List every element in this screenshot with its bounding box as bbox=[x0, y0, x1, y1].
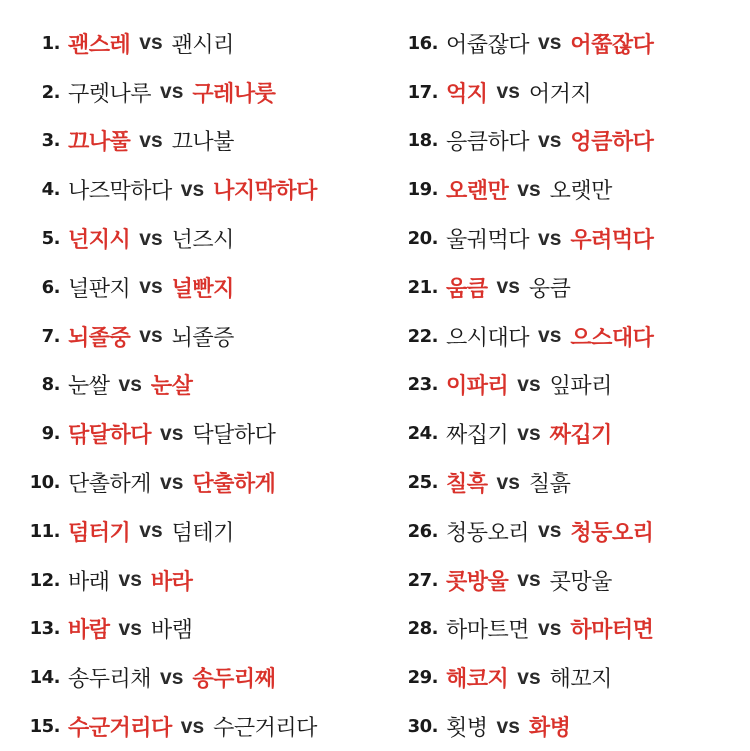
option-b: 하마터면 bbox=[570, 618, 654, 644]
vs-separator: vs bbox=[538, 324, 562, 348]
entry-number: 1. bbox=[41, 32, 60, 54]
vs-separator: vs bbox=[139, 128, 163, 152]
option-a: 닦달하다 bbox=[68, 423, 152, 449]
option-a: 나즈막하다 bbox=[68, 179, 172, 205]
entry-number: 9. bbox=[41, 423, 60, 445]
option-b: 수근거리다 bbox=[213, 716, 317, 742]
entry-9 bbox=[27, 409, 372, 458]
option-a: 뇌졸중 bbox=[68, 325, 131, 351]
option-b: 뇌졸증 bbox=[171, 325, 234, 351]
entry-number: 6. bbox=[41, 276, 60, 298]
entry-number: 28. bbox=[407, 618, 438, 640]
vs-separator: vs bbox=[160, 470, 184, 494]
option-a: 으시대다 bbox=[446, 325, 530, 351]
option-b: 으스대다 bbox=[570, 325, 654, 351]
vs-separator: vs bbox=[538, 616, 562, 640]
option-a: 눈쌀 bbox=[68, 374, 110, 400]
entry-number: 15. bbox=[29, 716, 60, 738]
vs-separator: vs bbox=[160, 665, 184, 689]
entry-12 bbox=[27, 556, 372, 605]
entry-number: 29. bbox=[407, 667, 438, 689]
vs-separator: vs bbox=[517, 372, 541, 396]
entry-28 bbox=[402, 605, 747, 654]
vs-separator: vs bbox=[118, 568, 142, 592]
option-a: 괜스레 bbox=[68, 32, 131, 58]
option-a: 응큼하다 bbox=[446, 130, 530, 156]
entry-number: 11. bbox=[29, 520, 60, 542]
option-a: 바래 bbox=[68, 569, 110, 595]
option-a: 덤터기 bbox=[68, 520, 131, 546]
option-a: 청동오리 bbox=[446, 520, 530, 546]
entry-19 bbox=[402, 165, 747, 214]
entry-number: 12. bbox=[29, 569, 60, 591]
entry-number: 16. bbox=[407, 32, 438, 54]
vs-separator: vs bbox=[180, 714, 205, 738]
entry-24 bbox=[402, 409, 747, 458]
entry-7 bbox=[27, 312, 372, 361]
entry-18 bbox=[402, 117, 747, 166]
entry-20 bbox=[402, 214, 747, 263]
vs-separator: vs bbox=[496, 80, 520, 104]
vs-separator: vs bbox=[118, 372, 142, 396]
entry-6 bbox=[27, 263, 372, 312]
entry-22 bbox=[402, 312, 747, 361]
entry-number: 19. bbox=[407, 179, 438, 201]
option-a: 억지 bbox=[446, 81, 488, 107]
entry-14 bbox=[27, 653, 372, 702]
option-b: 구레나룻 bbox=[192, 81, 276, 107]
entry-16 bbox=[402, 19, 747, 68]
entry-number: 2. bbox=[41, 81, 60, 103]
entry-4 bbox=[27, 165, 372, 214]
option-b: 웅큼 bbox=[528, 276, 571, 302]
entry-number: 18. bbox=[407, 130, 438, 152]
option-a: 이파리 bbox=[446, 374, 509, 400]
option-a: 하마트면 bbox=[446, 618, 530, 644]
option-a: 콧방울 bbox=[446, 569, 509, 595]
option-b: 화병 bbox=[528, 716, 571, 742]
option-a: 넌지시 bbox=[68, 228, 131, 254]
option-b: 청둥오리 bbox=[570, 520, 654, 546]
vs-separator: vs bbox=[118, 616, 142, 640]
entry-11 bbox=[27, 507, 372, 556]
option-a: 움큼 bbox=[446, 276, 488, 302]
vs-separator: vs bbox=[139, 31, 163, 55]
entry-27 bbox=[402, 556, 747, 605]
entry-number: 3. bbox=[41, 130, 60, 152]
entry-number: 27. bbox=[407, 569, 438, 591]
entry-number: 23. bbox=[407, 374, 438, 396]
option-b: 엉큼하다 bbox=[570, 130, 654, 156]
option-a: 횟병 bbox=[446, 716, 488, 742]
option-a: 송두리채 bbox=[68, 667, 152, 693]
option-b: 눈살 bbox=[150, 374, 193, 400]
option-a: 널판지 bbox=[68, 276, 131, 302]
entry-29 bbox=[402, 653, 747, 702]
entry-3 bbox=[27, 117, 372, 166]
entry-25 bbox=[402, 458, 747, 507]
option-b: 바램 bbox=[150, 618, 193, 644]
option-b: 짜깁기 bbox=[549, 423, 612, 449]
entry-8 bbox=[27, 361, 372, 410]
entry-2 bbox=[27, 68, 372, 117]
option-b: 끄나불 bbox=[171, 130, 234, 156]
option-b: 괜시리 bbox=[171, 32, 234, 58]
entry-5 bbox=[27, 214, 372, 263]
entry-number: 25. bbox=[407, 472, 438, 494]
option-b: 우려먹다 bbox=[570, 228, 654, 254]
option-a: 오랜만 bbox=[446, 179, 509, 205]
entry-number: 5. bbox=[41, 228, 60, 250]
option-a: 구렛나루 bbox=[68, 81, 152, 107]
entry-number: 10. bbox=[29, 472, 60, 494]
entry-10 bbox=[27, 458, 372, 507]
option-b: 바라 bbox=[150, 569, 193, 595]
option-b: 닥달하다 bbox=[192, 423, 276, 449]
vs-separator: vs bbox=[139, 324, 163, 348]
vs-separator: vs bbox=[538, 31, 562, 55]
vs-separator: vs bbox=[538, 519, 562, 543]
option-a: 어줍잖다 bbox=[446, 32, 530, 58]
entry-13 bbox=[27, 605, 372, 654]
entry-number: 20. bbox=[407, 228, 438, 250]
vs-separator: vs bbox=[517, 421, 541, 445]
entry-number: 14. bbox=[29, 667, 60, 689]
option-b: 칠흙 bbox=[528, 472, 571, 498]
option-a: 짜집기 bbox=[446, 423, 509, 449]
option-b: 해꼬지 bbox=[549, 667, 612, 693]
option-a: 끄나풀 bbox=[68, 130, 131, 156]
entry-number: 4. bbox=[41, 179, 60, 201]
entry-number: 17. bbox=[407, 81, 438, 103]
vs-separator: vs bbox=[517, 665, 541, 689]
option-b: 넌즈시 bbox=[171, 228, 234, 254]
entry-21 bbox=[402, 263, 747, 312]
option-a: 바람 bbox=[68, 618, 110, 644]
vs-separator: vs bbox=[517, 568, 541, 592]
option-a: 단촐하게 bbox=[68, 472, 152, 498]
vs-separator: vs bbox=[139, 275, 163, 299]
entry-number: 8. bbox=[41, 374, 60, 396]
entry-number: 26. bbox=[407, 520, 438, 542]
entry-number: 22. bbox=[407, 325, 438, 347]
vs-separator: vs bbox=[496, 275, 520, 299]
option-b: 어쭙잖다 bbox=[570, 32, 654, 58]
entry-30 bbox=[402, 702, 747, 751]
option-a: 울궈먹다 bbox=[446, 228, 530, 254]
entry-number: 21. bbox=[407, 276, 438, 298]
right-column-list bbox=[402, 19, 747, 751]
option-a: 수군거리다 bbox=[68, 716, 172, 742]
vs-separator: vs bbox=[538, 226, 562, 250]
option-a: 해코지 bbox=[446, 667, 509, 693]
vs-separator: vs bbox=[139, 519, 163, 543]
vs-separator: vs bbox=[517, 177, 541, 201]
option-a: 칠흑 bbox=[446, 472, 488, 498]
option-b: 어거지 bbox=[528, 81, 592, 107]
vs-separator: vs bbox=[496, 470, 520, 494]
vs-separator: vs bbox=[139, 226, 163, 250]
entry-23 bbox=[402, 361, 747, 410]
vs-separator: vs bbox=[180, 177, 205, 201]
vs-separator: vs bbox=[538, 128, 562, 152]
vs-separator: vs bbox=[160, 421, 184, 445]
option-b: 콧망울 bbox=[549, 569, 612, 595]
left-column-list bbox=[27, 19, 372, 751]
option-b: 잎파리 bbox=[549, 374, 612, 400]
entry-number: 24. bbox=[407, 423, 438, 445]
entry-26 bbox=[402, 507, 747, 556]
entry-number: 7. bbox=[41, 325, 60, 347]
entry-17 bbox=[402, 68, 747, 117]
entry-number: 13. bbox=[29, 618, 60, 640]
option-b: 단출하게 bbox=[192, 472, 276, 498]
vs-separator: vs bbox=[496, 714, 520, 738]
option-b: 나지막하다 bbox=[213, 179, 317, 205]
entry-15 bbox=[27, 702, 372, 751]
entry-1 bbox=[27, 19, 372, 68]
option-b: 덤테기 bbox=[171, 520, 234, 546]
option-b: 널빤지 bbox=[171, 276, 234, 302]
entry-number: 30. bbox=[407, 716, 438, 738]
option-b: 송두리째 bbox=[192, 667, 276, 693]
vs-separator: vs bbox=[160, 80, 184, 104]
option-b: 오랫만 bbox=[549, 179, 612, 205]
